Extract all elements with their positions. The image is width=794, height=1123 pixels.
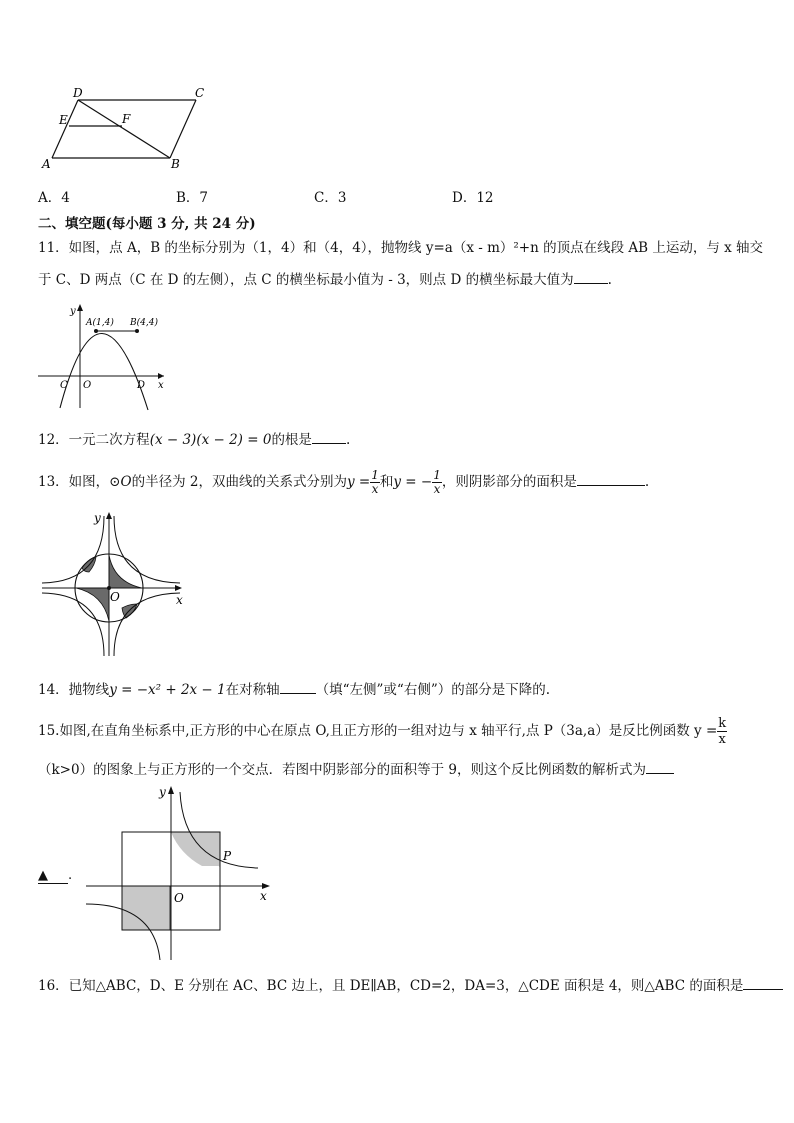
- q15-answer-marker: [38, 868, 72, 884]
- q15-text1: 15.如图,在直角坐标系中,正方形的中心在原点 O,且正方形的一组对边与 x 轴平行,点 P（3a,a）是反比例函数 y =: [38, 723, 718, 739]
- section-title: 二、填空题(每小题 3 分, 共 24 分): [38, 216, 256, 232]
- option-c: C．3: [314, 190, 347, 206]
- q13-prefix: 13．如图，⊙: [38, 474, 121, 490]
- q13-den2: x: [433, 482, 441, 496]
- q13-circle-o: O: [120, 474, 132, 490]
- q11-point-b: [135, 329, 139, 333]
- q13-y1: y =: [346, 474, 371, 490]
- q15-line1: [38, 716, 727, 747]
- q13-frac1: [370, 469, 380, 496]
- q13-end: .: [644, 474, 650, 490]
- q13-suffix: ，则阴影部分的面积是: [441, 474, 577, 490]
- q13-x-label: x: [176, 593, 183, 607]
- q11-o-label: O: [83, 380, 92, 391]
- q15-num: k: [718, 716, 727, 731]
- q14-answer-blank[interactable]: [280, 693, 316, 694]
- q12-line: [38, 430, 350, 450]
- q12-suffix: 的根是: [271, 432, 312, 448]
- q11-line1: 11．如图，点 A，B 的坐标分别为（1，4）和（4，4），抛物线 y=a（x - m）²+n 的顶点在线段 AB 上运动，与 x 轴交: [38, 240, 764, 256]
- q11-c-label: C: [60, 380, 68, 391]
- q15-x-label: x: [260, 889, 267, 903]
- q11-end: .: [607, 272, 612, 288]
- q15-end: .: [68, 868, 73, 883]
- q12-equation: (x − 3)(x − 2) = 0: [149, 432, 272, 448]
- q16-answer-blank[interactable]: [743, 989, 783, 990]
- q11-x-label: x: [158, 380, 164, 391]
- q12-prefix: 12．一元二次方程: [38, 432, 150, 448]
- label-D: D: [73, 86, 83, 100]
- q11-answer-blank[interactable]: [574, 283, 608, 284]
- q11-line2: [38, 270, 612, 290]
- q13-y-label: y: [94, 511, 101, 525]
- q13-y2: y = −: [393, 474, 433, 490]
- q14-suffix: （填“左侧”或“右侧”）的部分是下降的.: [315, 682, 551, 698]
- q13-line: [38, 469, 649, 496]
- q11-b-label: B(4,4): [130, 318, 158, 328]
- label-E: E: [59, 113, 68, 127]
- q15-square-hyperbola-figure: [80, 784, 280, 964]
- q15-p-label: P: [223, 849, 232, 863]
- q13-num2: 1: [433, 468, 441, 482]
- q14-equation: y = −x² + 2x − 1: [109, 682, 226, 698]
- label-B: B: [171, 157, 180, 170]
- q15-answer-blank[interactable]: [646, 773, 674, 774]
- q12-answer-blank[interactable]: [312, 443, 346, 444]
- label-C: C: [195, 86, 205, 100]
- q13-and: 和: [379, 474, 394, 490]
- q15-o-label: O: [174, 891, 184, 905]
- option-d: D．12: [452, 190, 494, 206]
- q14-prefix: 14．抛物线: [38, 682, 110, 698]
- q11-parabola-figure: [38, 300, 170, 412]
- q15-triangle-blank[interactable]: ▲: [38, 868, 68, 884]
- q11-d-label: D: [137, 380, 146, 391]
- q16-text: 16．已知△ABC，D、E 分别在 AC、BC 边上，且 DE∥AB，CD=2，DA=3，△CDE 面积是 4，则△ABC 的面积是: [38, 978, 744, 994]
- q15-line2: [38, 760, 674, 780]
- q11-a-label: A(1,4): [86, 318, 114, 328]
- q13-den1: x: [371, 482, 379, 496]
- label-A: A: [42, 157, 51, 170]
- option-b: B．7: [176, 190, 209, 206]
- q13-frac2: [432, 469, 442, 496]
- parallelogram-figure: [40, 84, 220, 170]
- q16-line: [38, 976, 783, 996]
- q14-mid: 在对称轴: [225, 682, 280, 698]
- q15-y-label: y: [159, 785, 166, 799]
- q13-mid1: 的半径为 2，双曲线的关系式分别为: [131, 474, 347, 490]
- q13-o-label: O: [110, 590, 120, 604]
- q13-num1: 1: [371, 468, 379, 482]
- q11-text: 于 C、D 两点（C 在 D 的左侧），点 C 的横坐标最小值为 - 3，则点 D 的横坐标最大值为: [38, 272, 574, 288]
- q13-circle-hyperbola-figure: [40, 508, 190, 660]
- q15-frac: [717, 716, 727, 747]
- q11-y-label: y: [70, 306, 76, 317]
- q14-line: [38, 680, 550, 700]
- option-a: A．4: [38, 190, 70, 206]
- q15-text2: （k>0）的图象上与正方形的一个交点．若图中阴影部分的面积等于 9，则这个反比例函数的解析式为: [38, 762, 646, 778]
- q11-point-a: [94, 329, 98, 333]
- q13-answer-blank[interactable]: [577, 485, 645, 486]
- q15-den: x: [718, 732, 726, 747]
- label-F: F: [122, 112, 131, 126]
- q12-end: .: [345, 432, 351, 448]
